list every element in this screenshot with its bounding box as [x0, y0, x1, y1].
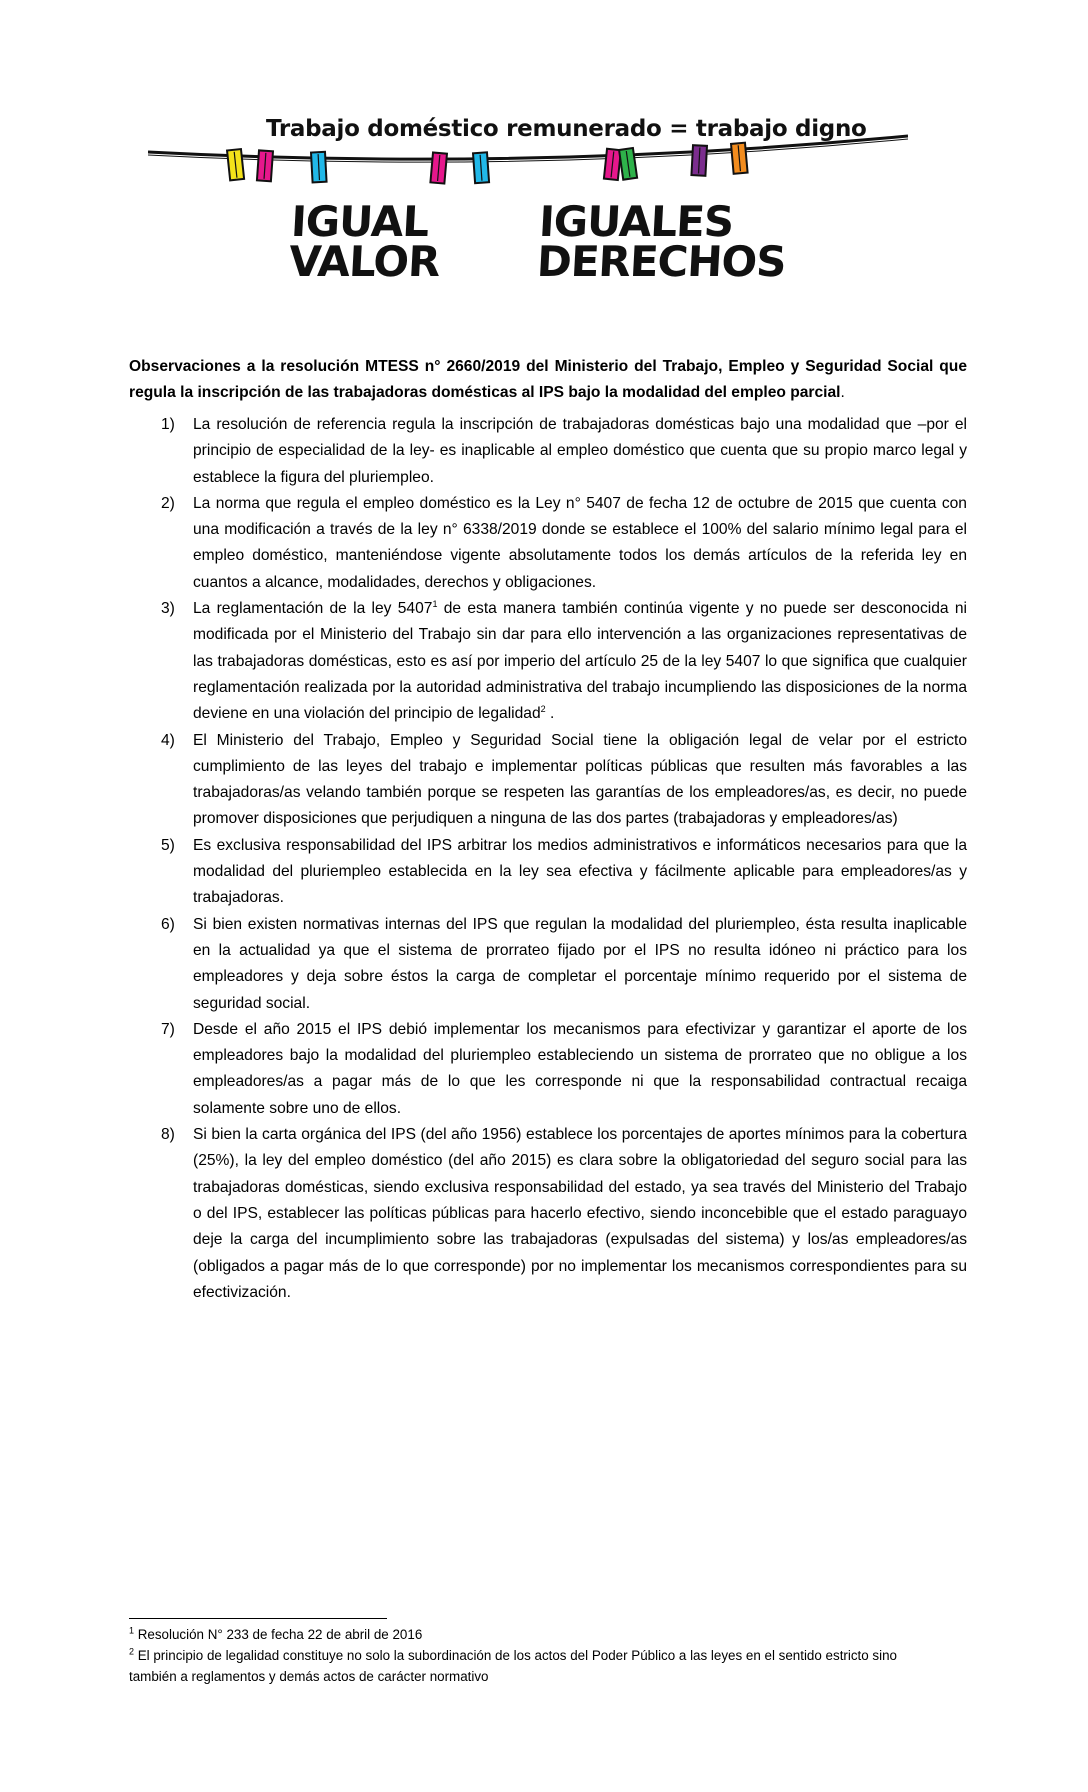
list-item-text-end: .: [545, 705, 555, 723]
list-item-number: 4): [161, 731, 175, 749]
footnote-text: Resolución N° 233 de fecha 22 de abril de 2016: [134, 1627, 423, 1642]
clothes-peg: [430, 152, 447, 183]
footnote-mark: 2: [129, 1646, 135, 1657]
footnote-text: El principio de legalidad constituye no solo la subordinación de los actos del Poder Público a las leyes en el sentido estricto sino también a reglamentos y demás actos de carácter normativo: [129, 1648, 897, 1684]
document-title-end: .: [840, 384, 845, 401]
list-item-number: 6): [161, 915, 175, 933]
list-item: [129, 1017, 967, 1122]
list-item-number: 5): [161, 836, 175, 854]
list-item-number: 3): [161, 600, 175, 618]
clothes-peg: [691, 145, 707, 176]
clothes-peg: [257, 150, 273, 181]
list-item-number: 1): [161, 416, 175, 433]
list-item-number: 7): [161, 1020, 175, 1038]
list-item-text: La reglamentación de la ley 5407: [193, 600, 433, 618]
clothes-peg: [311, 152, 327, 183]
footnote-mark: 1: [129, 1625, 135, 1636]
list-item-text-cont: de esta manera también continúa vigente y no puede ser desconocida ni modificada por el Ministerio del Trabajo sin dar para ello intervención a las organizaciones representativas de las trabajadoras domésticas, esto es así por imperio del artículo 25 de la ley 5407 lo que significa que cualquier reglamentación realizada por la autoridad administrativa del trabajo incumpliendo las disposiciones de la norma deviene en una violación del principio de legalidad: [193, 600, 968, 723]
list-item: [129, 728, 967, 833]
slogan-igual: IGUAL: [289, 197, 430, 246]
list-item: [129, 912, 967, 1017]
footnote-ref-1[interactable]: 1: [432, 598, 438, 609]
document-title-text: Observaciones a la resolución MTESS n° 2660/2019 del Ministerio del Trabajo, Empleo y Seguridad Social que regula la inscripción de las trabajadoras domésticas al IPS bajo la modalidad del empleo parcial: [129, 358, 967, 401]
list-item-text: Desde el año 2015 el IPS debió implementar los mecanismos para efectivizar y garantizar el aporte de los empleadores bajo la modalidad del pluriempleo estableciendo un sistema de prorrateo que no obligue a los empleadores/as a pagar más de lo que les corresponde ni que la responsabilidad contractual recaiga solamente sobre uno de ellos.: [193, 1020, 967, 1117]
document-body: [129, 354, 967, 1306]
list-item-text: El Ministerio del Trabajo, Empleo y Seguridad Social tiene la obligación legal de velar por el estricto cumplimiento de las leyes del trabajo e implementar políticas públicas que resulten más favorables a las trabajadoras/as velando también porque se respeten las garantías de los empleadores/as, es decir, no puede promover disposiciones que perjudiquen a ninguna de las dos partes (trabajadoras y empleadores/as): [193, 731, 967, 828]
clothes-peg: [473, 152, 489, 183]
list-item: [129, 491, 967, 596]
list-item-text: La resolución de referencia regula la inscripción de trabajadoras domésticas bajo una modalidad que –por el principio de especialidad de la ley- es inaplicable al empleo doméstico que cuenta que su propio marco legal y establece la figura del pluriempleo.: [193, 416, 967, 486]
document-title: [129, 354, 967, 406]
slogan-iguales: IGUALES: [537, 197, 735, 246]
list-item-text: Si bien la carta orgánica del IPS (del año 1956) establece los porcentajes de aportes mínimos para la cobertura (25%), la ley del empleo doméstico (del año 2015) es clara sobre la obligatoriedad del seguro social para las trabajadoras domésticas, siendo exclusiva responsabilidad del estado, ya sea través del Ministerio del Trabajo o del IPS, establecer las políticas públicas para hacerlo efectivo, siendo inconcebible que el estado paraguayo deje la carga del incumplimiento sobre las trabajadoras (expulsadas del sistema) y los/as empleadores/as (obligados a pagar más de lo que corresponde) por no implementar los mecanismos correspondientes para su efectivización.: [193, 1126, 967, 1301]
observations-list: [129, 412, 967, 1306]
clothes-peg: [731, 143, 748, 174]
footnotes: [129, 1624, 929, 1687]
list-item: [129, 596, 967, 727]
list-item: [129, 412, 967, 491]
list-item-text: La norma que regula el empleo doméstico es la Ley n° 5407 de fecha 12 de octubre de 2015 que cuenta con una modificación a través de la ley n° 6338/2019 donde se establece el 100% del salario mínimo legal para el empleo doméstico, manteniéndose vigente absolutamente todos los demás artículos de la referida ley en cuantos a alcance, modalidades, derechos y obligaciones.: [193, 494, 967, 591]
list-item-number: 2): [161, 494, 175, 512]
clothes-peg: [619, 148, 637, 180]
clothes-peg: [227, 149, 244, 180]
slogan-iguales-derechos: [535, 197, 789, 286]
banner-title: Trabajo doméstico remunerado = trabajo digno: [266, 116, 867, 142]
slogan-derechos: DERECHOS: [535, 237, 787, 286]
footnote-ref-2[interactable]: 2: [540, 704, 546, 715]
footnote-1: [129, 1624, 929, 1645]
clothes-peg: [604, 149, 621, 180]
header-banner: [148, 112, 908, 312]
list-item-text: Si bien existen normativas internas del IPS que regulan la modalidad del pluriempleo, ésta resulta inaplicable en la actualidad ya que el sistema de prorrateo fijado por el IPS no resulta idóneo ni práctico para los empleadores y deja sobre éstos la carga de completar el porcentaje mínimo requerido por el sistema de seguridad social.: [193, 915, 967, 1012]
slogan-valor: VALOR: [287, 237, 441, 286]
footnote-separator: [129, 1618, 387, 1619]
list-item: [129, 833, 967, 912]
list-item-text: Es exclusiva responsabilidad del IPS arbitrar los medios administrativos e informáticos necesarios para que la modalidad del pluriempleo establecida en la ley sea efectiva y fácilmente aplicable para empleadores/as y trabajadoras.: [193, 836, 967, 907]
clothesline-graphic: [148, 112, 908, 312]
list-item-number: 8): [161, 1126, 175, 1144]
footnote-2: [129, 1645, 929, 1687]
list-item: [129, 1122, 967, 1306]
slogan-igual-valor: [287, 197, 443, 286]
